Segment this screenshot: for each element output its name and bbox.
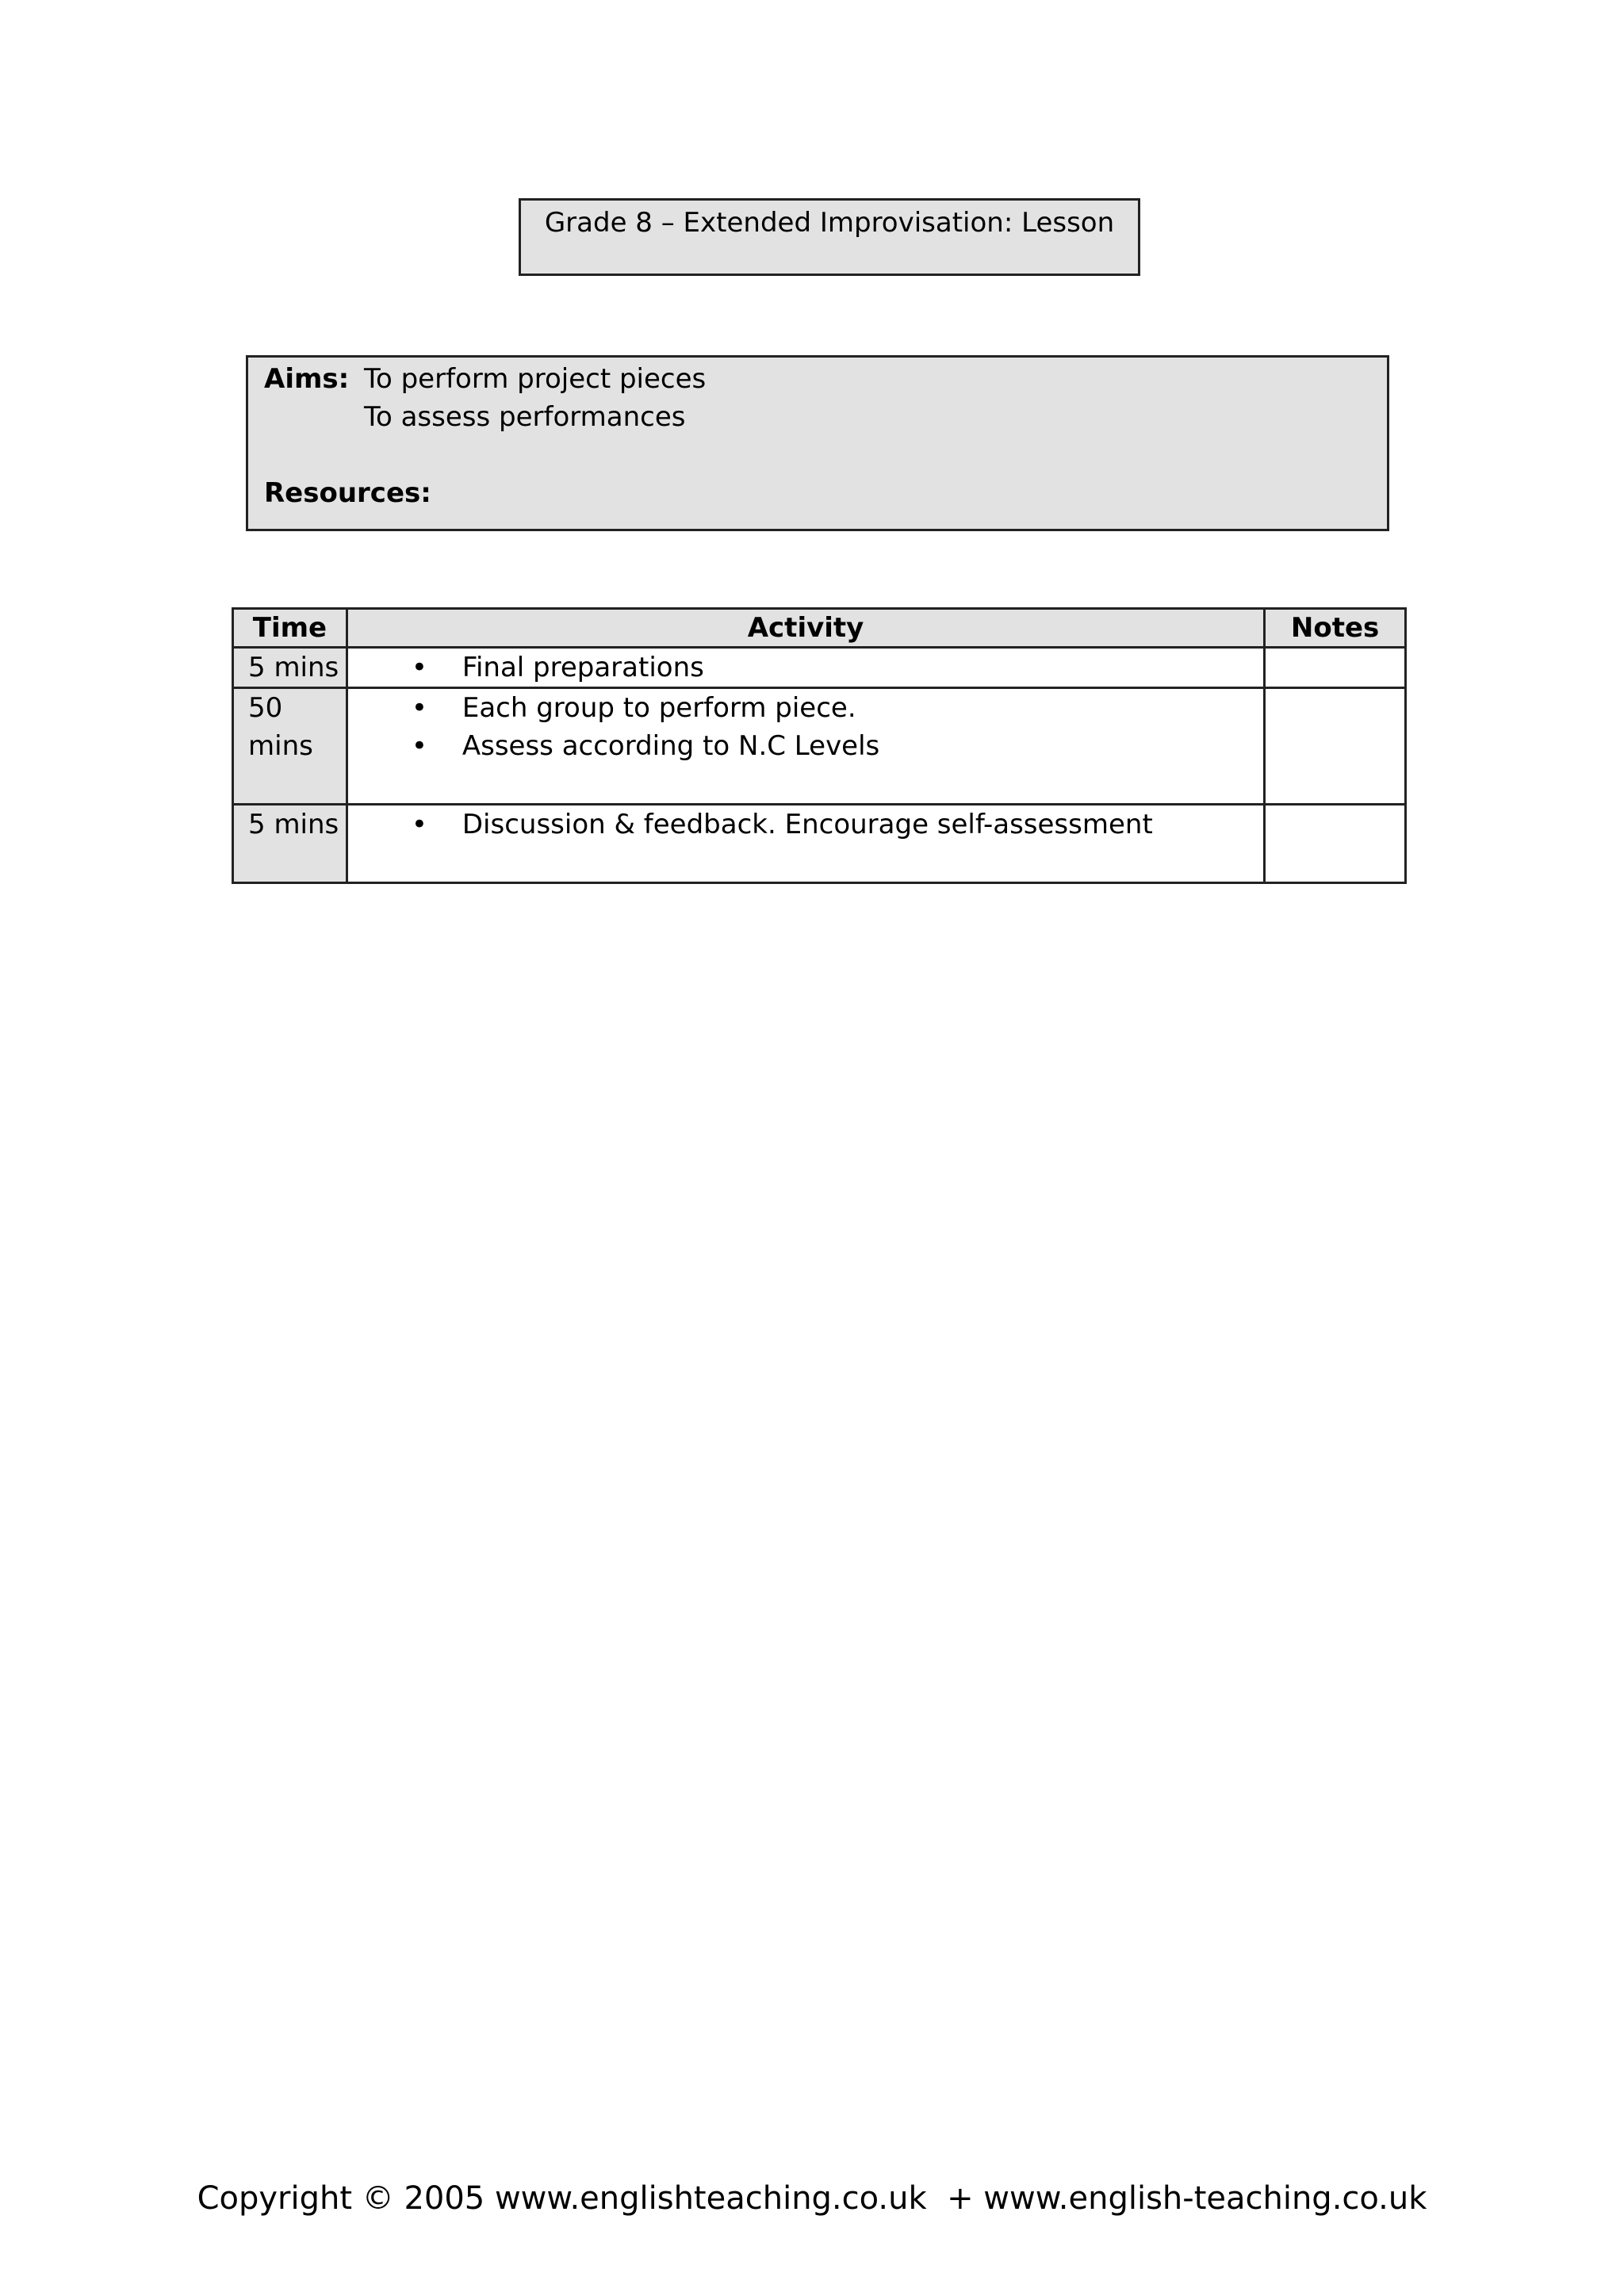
- table-row: [233, 688, 1406, 805]
- activity-item: • Assess according to N.C Levels: [348, 727, 1263, 765]
- copyright-footer: [0, 2177, 1624, 2220]
- activity-cell: [347, 648, 1264, 688]
- notes-cell: [1265, 648, 1406, 688]
- table-header-row: [233, 609, 1406, 648]
- aims-box: [246, 355, 1389, 531]
- resources-label: Resources:: [264, 477, 431, 509]
- aims-label: Aims:: [264, 363, 350, 395]
- time-value: 50 mins: [248, 692, 313, 762]
- table-row: [233, 648, 1406, 688]
- activity-cell: [347, 805, 1264, 883]
- notes-cell: [1265, 805, 1406, 883]
- lesson-title-box: [519, 198, 1140, 276]
- time-column-header: Time: [233, 609, 347, 648]
- time-cell: [233, 688, 347, 805]
- lesson-title: Grade 8 – Extended Improvisation: Lesson: [544, 207, 1115, 239]
- table-row: [233, 805, 1406, 883]
- copyright-text: Copyright © 2005 www.englishteaching.co.uk + www.english-teaching.co.uk: [197, 2180, 1427, 2217]
- activity-cell: [347, 688, 1264, 805]
- lesson-plan-table: [232, 607, 1407, 884]
- aim-item: To assess performances: [364, 401, 686, 433]
- notes-cell: [1265, 688, 1406, 805]
- activity-item: • Final preparations: [348, 649, 1263, 687]
- activity-item: • Discussion & feedback. Encourage self-assessment: [348, 806, 1263, 844]
- time-cell: 5 mins: [233, 648, 347, 688]
- notes-column-header: Notes: [1265, 609, 1406, 648]
- activity-item: • Each group to perform piece.: [348, 689, 1263, 727]
- aim-item: To perform project pieces: [364, 363, 707, 395]
- time-cell: 5 mins: [233, 805, 347, 883]
- activity-column-header: Activity: [347, 609, 1264, 648]
